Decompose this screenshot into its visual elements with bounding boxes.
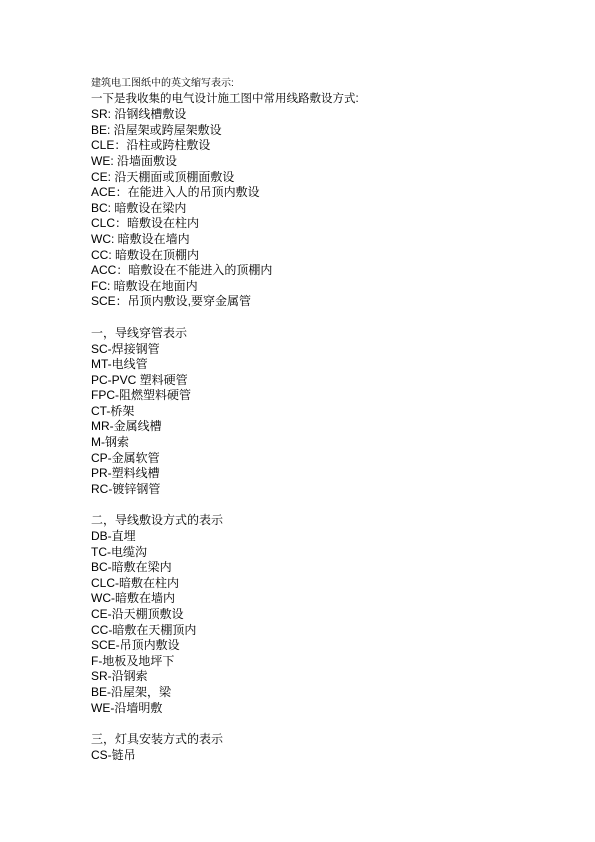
list-item: SCE：吊顶内敷设,要穿金属管: [91, 294, 252, 309]
list-item: SCE-吊顶内敷设: [91, 638, 180, 653]
list-item: CE-沿天棚顶敷设: [91, 607, 184, 621]
list-item: BE: 沿屋架或跨屋架敷设: [91, 122, 222, 137]
list-item: CLC-暗敷在柱内: [91, 575, 180, 590]
list-item: CT-桥架: [91, 403, 135, 418]
section-heading: 三，灯具安装方式的表示: [91, 732, 224, 747]
list-item: CP-金属软管: [91, 450, 160, 465]
list-item: CC-暗敷在天棚顶内: [91, 622, 197, 637]
section-heading: 二，导线敷设方式的表示: [91, 513, 224, 528]
list-item: F-地板及地坪下: [91, 653, 175, 668]
list-item: M-钢索: [91, 435, 129, 450]
section-pipe-types: [91, 326, 571, 498]
section-spacer: [91, 497, 571, 513]
list-item: ACE：在能进入人的吊顶内敷设: [91, 185, 260, 200]
list-item: TC-电缆沟: [91, 544, 147, 559]
list-item: PR-塑料线槽: [91, 466, 160, 481]
methods-list: [91, 107, 571, 310]
section-spacer: [91, 310, 571, 326]
list-item: FPC-阻燃塑料硬管: [91, 388, 191, 403]
list-item: CLE：沿柱或跨柱敷设: [91, 138, 211, 153]
section-heading: 一，导线穿管表示: [91, 325, 188, 340]
list-item: BC-暗敷在梁内: [91, 560, 172, 575]
list-item: WE-沿墙明敷: [91, 700, 163, 715]
list-item: WC: 暗敷设在墙内: [91, 231, 190, 246]
document-page: [91, 76, 571, 763]
list-item: CLC：暗敷设在柱内: [91, 216, 200, 231]
list-item: SR-沿钢索: [91, 669, 148, 684]
section-laying-methods: [91, 513, 571, 716]
list-item: MT-电线管: [91, 357, 148, 372]
list-item: BE-沿屋架，梁: [91, 684, 172, 699]
list-item: MR-金属线槽: [91, 419, 162, 434]
list-item: CS-链吊: [91, 747, 136, 762]
list-item: RC-镀锌钢管: [91, 481, 161, 496]
list-item: ACC：暗敷设在不能进入的顶棚内: [91, 263, 273, 278]
intro-title: 建筑电工图纸中的英文缩写表示:: [91, 78, 234, 89]
list-item: FC: 暗敷设在地面内: [91, 278, 198, 293]
list-item: DB-直埋: [91, 529, 136, 544]
intro-subtitle: 一下是我收集的电气设计施工图中常用线路敷设方式:: [91, 92, 359, 105]
list-item: WC-暗敷在墙内: [91, 591, 175, 606]
list-item: CC: 暗敷设在顶棚内: [91, 247, 200, 262]
section-lamp-installation: [91, 732, 571, 763]
list-item: WE: 沿墙面敷设: [91, 153, 177, 168]
list-item: BC: 暗敷设在梁内: [91, 200, 187, 215]
list-item: SR: 沿钢线槽敷设: [91, 107, 187, 122]
list-item: PC-PVC 塑料硬管: [91, 372, 188, 387]
list-item: SC-焊接钢管: [91, 341, 160, 356]
list-item: CE: 沿天棚面或顶棚面敷设: [91, 169, 235, 184]
section-spacer: [91, 716, 571, 732]
